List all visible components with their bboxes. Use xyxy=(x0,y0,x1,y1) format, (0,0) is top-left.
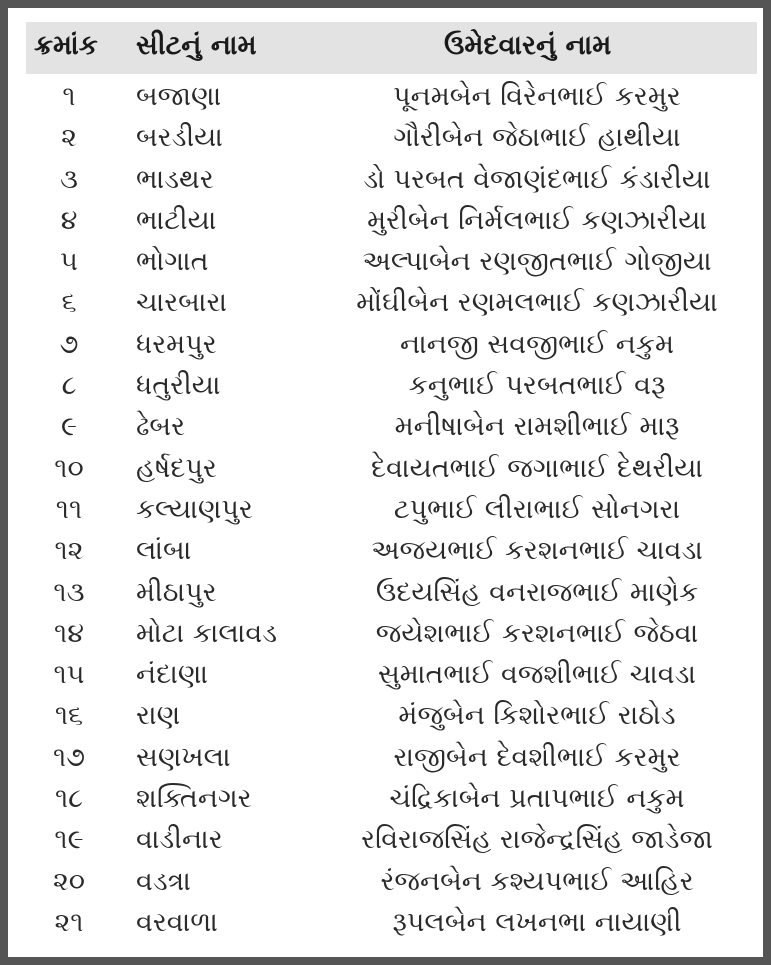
row-serial-number: ૧૯ xyxy=(54,824,84,856)
header-candidate-name: ઉમેદવારનું નામ xyxy=(444,30,612,61)
table-row xyxy=(26,819,757,860)
table-row xyxy=(26,406,757,447)
table-row xyxy=(26,489,757,530)
row-serial-number: ૧૫ xyxy=(53,659,85,691)
row-seat-name: ભાડથર xyxy=(136,163,214,195)
row-serial-number: ૧૪ xyxy=(54,617,84,649)
row-seat-name: સણખલા xyxy=(136,741,231,773)
row-candidate-name: મુરીબેન નિર્મલભાઈ કણઝારીયા xyxy=(367,204,707,236)
row-candidate-name: જયેશભાઈ કરશનભાઈ જેઠવા xyxy=(375,617,699,649)
row-serial-number: ૧૦ xyxy=(54,452,84,484)
table-row xyxy=(26,737,757,778)
row-seat-name: લાંબા xyxy=(136,535,192,567)
row-serial-number: ૧૭ xyxy=(53,741,85,773)
table-row xyxy=(26,654,757,695)
table-row xyxy=(26,902,757,943)
row-serial-number: ૮ xyxy=(61,370,77,402)
row-candidate-name: મનીષાબેન રામશીભાઈ મારૂ xyxy=(394,411,680,443)
row-seat-name: શક્તિનગર xyxy=(136,783,252,815)
row-candidate-name: સુમાતભાઈ વજશીભાઈ ચાવડા xyxy=(377,659,697,691)
row-serial-number: ૧૮ xyxy=(54,783,84,815)
row-candidate-name: મંજુબેન કિશોરભાઈ રાઠોડ xyxy=(398,700,676,732)
row-candidate-name: કનુભાઈ પરબતભાઈ વરૂ xyxy=(408,370,666,402)
row-candidate-name: રૂપલબેન લખનભા નાયાણી xyxy=(392,906,682,938)
row-seat-name: વાડીનાર xyxy=(136,824,223,856)
row-candidate-name: પૂનમબેન વિરેનભાઈ કરમુર xyxy=(393,81,681,112)
row-seat-name: ઢેબર xyxy=(136,411,186,443)
row-serial-number: ૧૩ xyxy=(53,576,85,608)
header-seat-name: સીટનું નામ xyxy=(136,30,257,61)
row-serial-number: ૯ xyxy=(61,411,77,443)
row-candidate-name: નાનજી સવજીભાઈ નકુમ xyxy=(399,328,675,360)
row-candidate-name: ડો પરબત વેજાણંદભાઈ કંડારીયા xyxy=(363,163,711,195)
row-candidate-name: દેવાયતભાઈ જગાભાઈ દેથરીયા xyxy=(371,452,703,484)
row-candidate-name: મોંઘીબેન રણમલભાઈ કણઝારીયા xyxy=(356,287,718,319)
row-candidate-name: ટપુભાઈ લીરાભાઈ સોનગરા xyxy=(393,493,681,525)
table-header xyxy=(26,22,757,74)
table-row xyxy=(26,159,757,200)
row-seat-name: વરવાળા xyxy=(136,906,218,938)
row-seat-name: મીઠાપુર xyxy=(136,576,217,608)
row-serial-number: ૧૨ xyxy=(54,535,84,567)
row-serial-number: ૭ xyxy=(59,328,79,360)
table-row xyxy=(26,117,757,158)
row-seat-name: બરડીયા xyxy=(136,122,223,154)
row-serial-number: ૨૦ xyxy=(52,865,86,897)
row-seat-name: ધરમપુર xyxy=(136,328,217,360)
table-row xyxy=(26,572,757,613)
table-row xyxy=(26,200,757,241)
row-candidate-name: અજયભાઈ કરશનભાઈ ચાવડા xyxy=(371,535,703,567)
row-serial-number: ૬ xyxy=(61,287,77,319)
table-row xyxy=(26,778,757,819)
table-row xyxy=(26,613,757,654)
table-row xyxy=(26,861,757,902)
row-seat-name: કલ્યાણપુર xyxy=(136,493,253,525)
table-row xyxy=(26,365,757,406)
table-row xyxy=(26,76,757,117)
row-candidate-name: ચંદ્રિકાબેન પ્રતાપભાઈ નકુમ xyxy=(389,783,685,815)
row-serial-number: ૪ xyxy=(60,204,78,236)
row-serial-number: ૨ xyxy=(61,122,77,154)
header-serial-number: ક્રમાંક xyxy=(34,30,98,61)
row-seat-name: નંદાણા xyxy=(136,659,208,691)
table-row xyxy=(26,241,757,282)
row-seat-name: ચારબારા xyxy=(136,287,228,319)
row-candidate-name: રાજીબેન દેવશીભાઈ કરમુર xyxy=(393,741,681,773)
row-seat-name: ભોગાત xyxy=(136,246,209,278)
row-seat-name: રાણ xyxy=(136,700,181,732)
row-serial-number: ૧ xyxy=(62,81,76,112)
table-body xyxy=(26,76,757,943)
row-serial-number: ૫ xyxy=(60,246,78,278)
row-candidate-name: ગૌરીબેન જેઠાભાઈ હાથીયા xyxy=(393,122,681,154)
table-row xyxy=(26,530,757,571)
table-row xyxy=(26,448,757,489)
row-seat-name: મોટા કાલાવડ xyxy=(136,617,278,649)
table-row xyxy=(26,282,757,323)
row-serial-number: ૨૧ xyxy=(54,906,84,938)
row-seat-name: વડત્રા xyxy=(136,865,191,897)
table-row xyxy=(26,324,757,365)
row-candidate-name: રવિરાજસિંહ રાજેન્દ્રસિંહ જાડેજા xyxy=(361,824,713,856)
row-serial-number: ૩ xyxy=(60,163,78,195)
row-seat-name: ધતુરીયા xyxy=(136,370,221,402)
table-row xyxy=(26,695,757,736)
row-seat-name: બજાણા xyxy=(136,81,222,112)
row-serial-number: ૧૧ xyxy=(55,493,83,525)
row-candidate-name: ઉદયસિંહ વનરાજભાઈ માણેક xyxy=(375,576,699,608)
row-candidate-name: અલ્પાબેન રણજીતભાઈ ગોજીયા xyxy=(362,246,712,278)
row-seat-name: ભાટીયા xyxy=(136,204,217,236)
row-seat-name: હર્ષદપુર xyxy=(136,452,217,484)
row-serial-number: ૧૬ xyxy=(54,700,84,732)
row-candidate-name: રંજનબેન કશ્યપભાઈ આહિર xyxy=(380,865,694,897)
